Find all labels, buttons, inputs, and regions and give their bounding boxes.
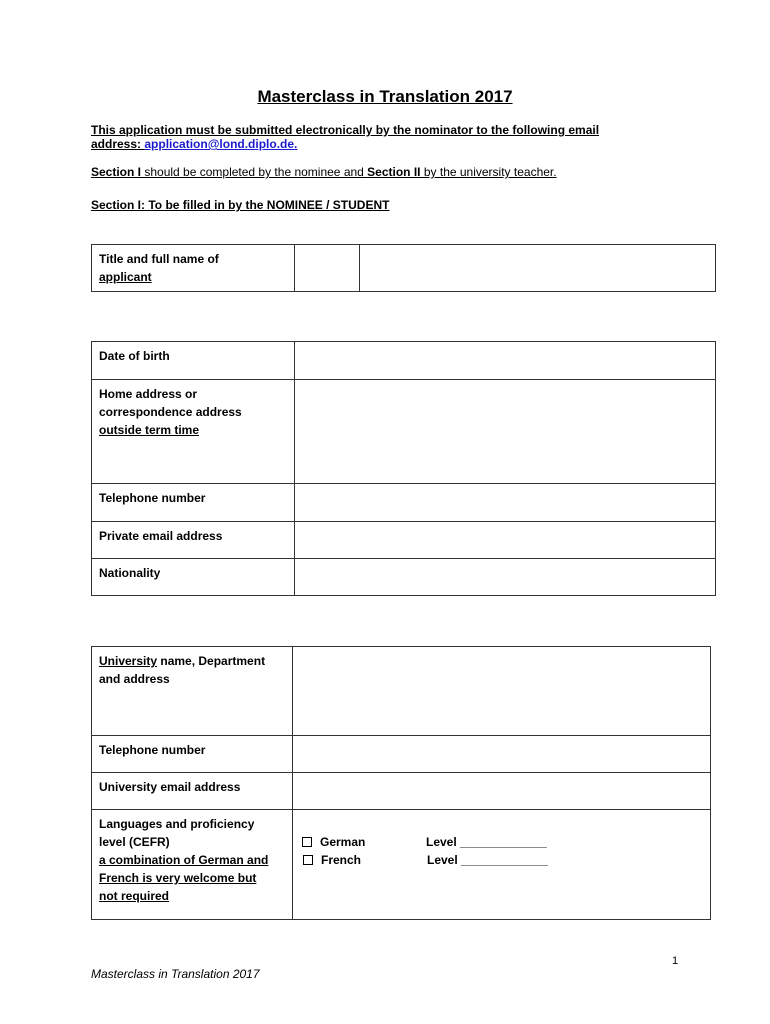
sections-text-2: by the university teacher.	[420, 165, 557, 179]
german-checkbox[interactable]	[302, 837, 312, 847]
telephone-field[interactable]	[295, 484, 716, 522]
sections-instructions	[91, 165, 557, 179]
languages-label	[92, 810, 293, 920]
languages-label-line-4: French is very welcome but	[99, 871, 257, 885]
university-field[interactable]	[293, 647, 711, 736]
page-number: 1	[672, 955, 679, 967]
language-option-german	[302, 833, 703, 851]
french-level-field[interactable]: Level _____________	[427, 853, 548, 867]
university-label-underlined: University	[99, 654, 158, 668]
address-field[interactable]	[295, 380, 716, 484]
address-label-line-1: Home address or	[99, 387, 198, 401]
dob-label: Date of birth	[92, 342, 295, 380]
section-1-heading: Section I: To be filled in by the NOMINEE / STUDENT	[91, 198, 390, 212]
applicant-label-line-1: Title and full name of	[99, 252, 219, 266]
applicant-title-field[interactable]	[295, 245, 360, 292]
university-label-line-2: and address	[99, 672, 170, 686]
nationality-label: Nationality	[92, 559, 295, 596]
applicant-full-name-field[interactable]	[360, 245, 716, 292]
sections-text-1: should be completed by the nominee and	[141, 165, 368, 179]
uni-telephone-field[interactable]	[293, 736, 711, 773]
application-email-link[interactable]: application@lond.diplo.de.	[144, 137, 298, 151]
languages-label-line-5: not required	[99, 889, 170, 903]
applicant-label-line-2: applicant	[99, 270, 152, 284]
section-2-ref: Section II	[367, 165, 421, 179]
university-details-table	[91, 646, 711, 920]
german-label: German	[320, 835, 366, 849]
university-label-rest: name, Department	[157, 654, 266, 668]
languages-label-line-1: Languages and proficiency	[99, 817, 255, 831]
languages-label-line-3: a combination of German and	[99, 853, 269, 867]
telephone-label: Telephone number	[92, 484, 295, 522]
address-label-line-2: correspondence address	[99, 405, 242, 419]
language-option-french	[302, 851, 703, 869]
page-footer: Masterclass in Translation 2017	[91, 967, 260, 981]
address-label-line-3: outside term time	[99, 423, 200, 437]
private-email-label: Private email address	[92, 522, 295, 559]
university-label	[92, 647, 293, 736]
section-1-ref: Section I	[91, 165, 142, 179]
submission-instructions	[91, 123, 661, 151]
applicant-name-table	[91, 244, 716, 292]
dob-field[interactable]	[295, 342, 716, 380]
uni-telephone-label: Telephone number	[92, 736, 293, 773]
languages-options	[293, 810, 711, 920]
intro-line-2-prefix: address:	[91, 137, 145, 151]
private-email-field[interactable]	[295, 522, 716, 559]
document-title: Masterclass in Translation 2017	[257, 87, 513, 106]
intro-line-1: This application must be submitted electronically by the nominator to the following email	[91, 123, 600, 137]
nationality-field[interactable]	[295, 559, 716, 596]
uni-email-label: University email address	[92, 773, 293, 810]
french-label: French	[321, 853, 362, 867]
german-level-field[interactable]: Level _____________	[426, 835, 547, 849]
uni-email-field[interactable]	[293, 773, 711, 810]
address-label	[92, 380, 295, 484]
applicant-name-label	[92, 245, 295, 292]
languages-label-line-2: level (CEFR)	[99, 835, 170, 849]
personal-details-table	[91, 341, 716, 596]
french-checkbox[interactable]	[303, 855, 313, 865]
